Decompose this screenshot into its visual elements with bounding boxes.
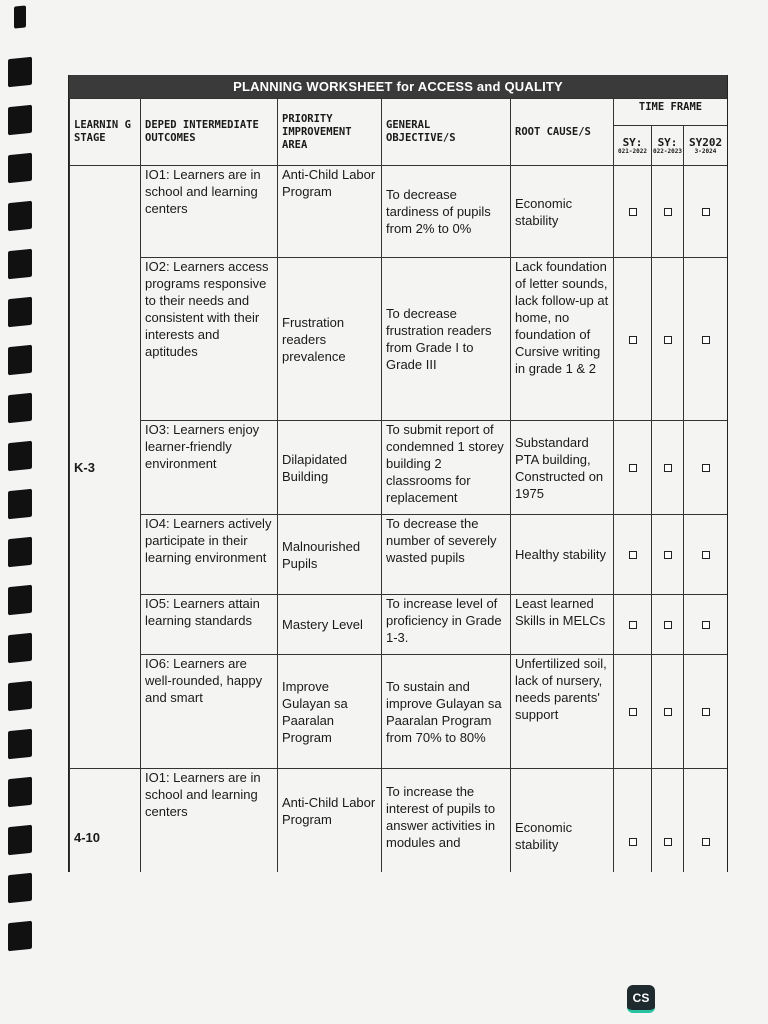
outcome-cell: IO6: Learners are well-rounded, happy and smart <box>141 655 278 769</box>
checkbox-sy2[interactable] <box>652 655 684 769</box>
objective-cell: To increase level of proficiency in Grade 1-3. <box>382 595 511 655</box>
binder-hole <box>8 681 32 712</box>
table-row <box>70 769 728 873</box>
header-learning-stage: LEARNIN G STAGE <box>70 99 141 166</box>
outcome-cell: IO1: Learners are in school and learning centers <box>141 769 278 873</box>
objective-cell: To decrease frustration readers from Grade I to Grade III <box>382 258 511 421</box>
root-cause-cell: Substandard PTA building, Constructed on 1975 <box>511 421 614 515</box>
root-cause-cell: Economic stability <box>511 166 614 258</box>
checkbox-sy1[interactable] <box>614 166 652 258</box>
table-row <box>70 595 728 655</box>
checkbox-icon <box>629 336 637 344</box>
header-root-cause: ROOT CAUSE/S <box>511 99 614 166</box>
binder-hole <box>8 777 32 808</box>
priority-cell: Frustration readers prevalence <box>278 258 382 421</box>
checkbox-sy3[interactable] <box>684 166 728 258</box>
binder-hole <box>14 5 26 28</box>
worksheet-table <box>69 98 728 872</box>
checkbox-sy3[interactable] <box>684 258 728 421</box>
outcome-cell: IO3: Learners enjoy learner-friendly environment <box>141 421 278 515</box>
header-time-frame: TIME FRAME <box>614 99 728 126</box>
header-sy1 <box>614 126 652 166</box>
header-sy2 <box>652 126 684 166</box>
checkbox-sy1[interactable] <box>614 655 652 769</box>
table-row <box>70 166 728 258</box>
binder-hole <box>8 585 32 616</box>
priority-cell: Improve Gulayan sa Paaralan Program <box>278 655 382 769</box>
outcome-cell: IO5: Learners attain learning standards <box>141 595 278 655</box>
checkbox-icon <box>702 208 710 216</box>
table-row <box>70 515 728 595</box>
checkbox-sy3[interactable] <box>684 769 728 873</box>
checkbox-sy2[interactable] <box>652 769 684 873</box>
binder-hole <box>8 297 32 328</box>
checkbox-icon <box>702 838 710 846</box>
header-general-objective: GENERAL OBJECTIVE/S <box>382 99 511 166</box>
table-row <box>70 421 728 515</box>
binder-hole <box>8 249 32 280</box>
root-cause-cell: Unfertilized soil, lack of nursery, needs parents' support <box>511 655 614 769</box>
checkbox-sy1[interactable] <box>614 769 652 873</box>
binder-hole <box>8 537 32 568</box>
priority-cell: Anti-Child Labor Program <box>278 166 382 258</box>
binder-hole <box>8 105 32 136</box>
root-cause-cell: Least learned Skills in MELCs <box>511 595 614 655</box>
binder-hole <box>8 633 32 664</box>
binder-hole <box>8 873 32 904</box>
checkbox-icon <box>664 708 672 716</box>
checkbox-icon <box>702 464 710 472</box>
root-cause-cell: Lack foundation of letter sounds, lack follow-up at home, no foundation of Cursive writing in grade 1 & 2 <box>511 258 614 421</box>
checkbox-sy3[interactable] <box>684 515 728 595</box>
checkbox-icon <box>629 838 637 846</box>
checkbox-icon <box>664 464 672 472</box>
binder-holes <box>8 0 48 1024</box>
binder-hole <box>8 729 32 760</box>
checkbox-icon <box>629 621 637 629</box>
planning-worksheet <box>68 75 728 872</box>
checkbox-sy3[interactable] <box>684 655 728 769</box>
checkbox-icon <box>664 208 672 216</box>
checkbox-sy1[interactable] <box>614 258 652 421</box>
checkbox-icon <box>629 464 637 472</box>
binder-hole <box>8 393 32 424</box>
table-row <box>70 655 728 769</box>
checkbox-icon <box>629 708 637 716</box>
checkbox-sy2[interactable] <box>652 595 684 655</box>
checkbox-sy2[interactable] <box>652 166 684 258</box>
binder-hole <box>8 57 32 88</box>
binder-hole <box>8 441 32 472</box>
header-row <box>70 99 728 126</box>
binder-hole <box>8 825 32 856</box>
binder-hole <box>8 345 32 376</box>
checkbox-sy3[interactable] <box>684 595 728 655</box>
checkbox-sy1[interactable] <box>614 515 652 595</box>
objective-cell: To submit report of condemned 1 storey building 2 classrooms for replacement <box>382 421 511 515</box>
priority-cell: Anti-Child Labor Program <box>278 769 382 873</box>
learning-stage-cell: K-3 <box>70 166 141 769</box>
sy3-years: 3-2024 <box>694 147 717 155</box>
sy1-label: SY: <box>622 135 643 149</box>
checkbox-icon <box>664 621 672 629</box>
worksheet-title: PLANNING WORKSHEET for ACCESS and QUALITY <box>69 75 727 98</box>
checkbox-sy2[interactable] <box>652 515 684 595</box>
objective-cell: To increase the interest of pupils to answer activities in modules and <box>382 769 511 873</box>
root-cause-cell: Economic stability <box>511 769 614 873</box>
priority-cell: Dilapidated Building <box>278 421 382 515</box>
sy2-label: SY: <box>657 135 678 149</box>
checkbox-icon <box>702 551 710 559</box>
checkbox-icon <box>702 708 710 716</box>
objective-cell: To decrease tardiness of pupils from 2% to 0% <box>382 166 511 258</box>
checkbox-sy1[interactable] <box>614 595 652 655</box>
outcome-cell: IO2: Learners access programs responsive to their needs and consistent with their interests and aptitudes <box>141 258 278 421</box>
checkbox-sy3[interactable] <box>684 421 728 515</box>
checkbox-icon <box>664 838 672 846</box>
header-priority-area: PRIORITY IMPROVEMENT AREA <box>278 99 382 166</box>
sy3-label: SY202 <box>688 135 723 149</box>
checkbox-sy1[interactable] <box>614 421 652 515</box>
priority-cell: Mastery Level <box>278 595 382 655</box>
checkbox-sy2[interactable] <box>652 421 684 515</box>
outcome-cell: IO4: Learners actively participate in their learning environment <box>141 515 278 595</box>
header-sy3 <box>684 126 728 166</box>
outcome-cell: IO1: Learners are in school and learning centers <box>141 166 278 258</box>
checkbox-sy2[interactable] <box>652 258 684 421</box>
objective-cell: To sustain and improve Gulayan sa Paaralan Program from 70% to 80% <box>382 655 511 769</box>
sy1-years: 021-2022 <box>618 147 647 155</box>
binder-hole <box>8 201 32 232</box>
checkbox-icon <box>629 551 637 559</box>
root-cause-cell: Healthy stability <box>511 515 614 595</box>
checkbox-icon <box>664 336 672 344</box>
table-row <box>70 258 728 421</box>
binder-hole <box>8 153 32 184</box>
learning-stage-cell: 4-10 <box>70 769 141 873</box>
camscanner-logo: CS <box>627 985 655 1013</box>
objective-cell: To decrease the number of severely wasted pupils <box>382 515 511 595</box>
checkbox-icon <box>629 208 637 216</box>
checkbox-icon <box>702 621 710 629</box>
sy2-years: 022-2023 <box>653 147 682 155</box>
checkbox-icon <box>664 551 672 559</box>
binder-hole <box>8 489 32 520</box>
binder-hole <box>8 921 32 952</box>
header-deped-outcomes: DEPED INTERMEDIATE OUTCOMES <box>141 99 278 166</box>
priority-cell: Malnourished Pupils <box>278 515 382 595</box>
checkbox-icon <box>702 336 710 344</box>
